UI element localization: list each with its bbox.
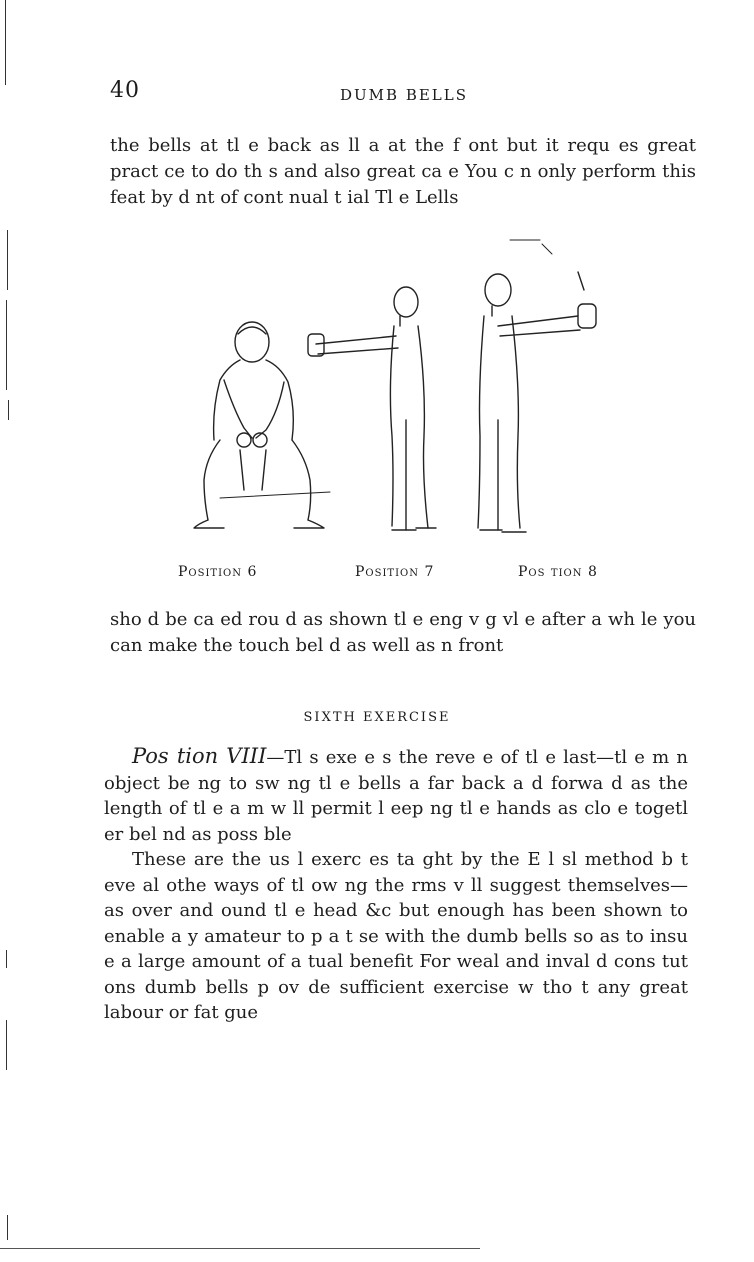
section-paragraph-1: [104, 744, 688, 847]
figure-position-7: [308, 287, 436, 530]
running-title: DUMB BELLS: [340, 86, 468, 104]
caption-position-7: Position 7: [355, 564, 435, 580]
exercise-illustration: [180, 230, 620, 550]
caption-position-8: Pos tion 8: [518, 564, 598, 580]
scan-edge-mark: [7, 1215, 8, 1240]
position-label: Pos tion VIII: [132, 744, 267, 768]
scan-edge-mark: [6, 300, 7, 390]
section-paragraph-1-text: —Tl s exe e s the reve e of tl e last—tl e m n object be ng to sw ng tl e bells a far back a d forwa d as the length of tl e a m w ll permit l eep ng tl e hands as clo e togetl er bel nd as poss ble: [104, 747, 688, 845]
figure-position-6: [194, 322, 330, 528]
scan-edge-mark: [8, 400, 9, 420]
paragraph-after-figure: sho d be ca ed rou d as shown tl e eng v g vl e after a wh le you can make the touch bel d as well as n front: [110, 609, 696, 656]
section-body: [104, 744, 688, 1026]
section-heading: SIXTH EXERCISE: [303, 710, 451, 725]
bottom-rule: [0, 1248, 480, 1249]
scan-edge-mark: [5, 0, 6, 85]
scan-edge-mark: [6, 950, 7, 968]
scan-edge-mark: [7, 230, 8, 290]
paragraph-continuation: the bells at tl e back as ll a at the f ont but it requ es great pract ce to do th s and also great ca e You c n only perform this feat by d nt of cont nual t ial Tl e Lells: [110, 135, 696, 208]
scan-edge-mark: [6, 1020, 7, 1070]
page-number: 40: [110, 78, 140, 103]
figure-position-8: [478, 240, 596, 532]
caption-position-6: Position 6: [178, 564, 258, 580]
section-paragraph-2: These are the us l exerc es ta ght by the E l sl method b t eve al othe ways of tl ow ng the rms v ll suggest themselves—as over and ound tl e head &c but enough has been shown to enable a y amateur to p a t se with the dumb bells so as to insu e a large amount of a tual benefit For weal and inval d cons tut ons dumb bells p ov de sufficient exercise w tho t any great labour or fat gue: [104, 849, 688, 1023]
